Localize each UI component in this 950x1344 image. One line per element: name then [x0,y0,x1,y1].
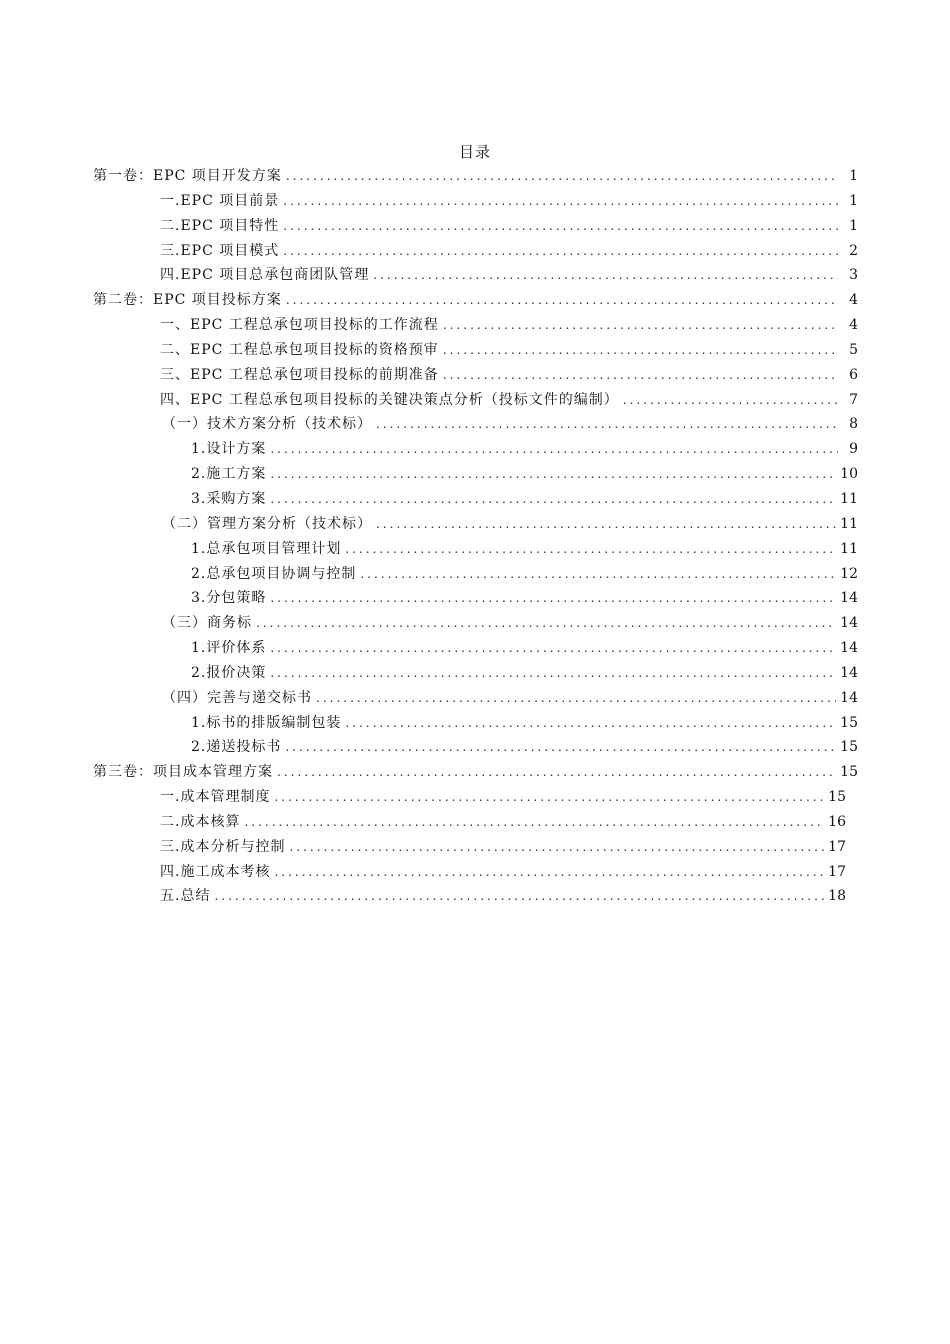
toc-entry-page-number: 12 [840,565,858,582]
toc-dot-leader [283,239,838,264]
toc-entry-label: 一.成本管理制度 [160,789,271,806]
toc-entry[interactable] [0,537,950,562]
toc-entry-label: 1.设计方案 [191,441,267,458]
toc-entry-page-number: 11 [840,540,858,557]
toc-dot-leader [373,263,838,288]
toc-dot-leader [443,338,838,363]
toc-entry-label: （三）商务标 [162,615,252,632]
toc-entry[interactable] [0,711,950,736]
toc-entry-page-number: 4 [849,292,858,309]
toc-dot-leader [270,487,836,512]
toc-entry[interactable] [0,462,950,487]
toc-dot-leader [376,512,836,537]
toc-entry[interactable] [0,686,950,711]
toc-entry-label: 3.分包策略 [191,590,267,607]
toc-entry-page-number: 1 [849,217,858,234]
toc-dot-leader [286,288,838,313]
toc-title: 目录 [458,143,491,161]
toc-dot-leader [376,412,838,437]
toc-entry-label: 一、EPC 工程总承包项目投标的工作流程 [160,317,439,334]
toc-entry-page-number: 3 [849,267,858,284]
toc-entry-page-number: 8 [849,416,858,433]
toc-entry-label: 四、EPC 工程总承包项目投标的关键决策点分析（投标文件的编制） [160,391,619,408]
toc-entry[interactable] [0,760,950,785]
toc-entry-label: 四.EPC 项目总承包商团队管理 [160,267,370,284]
toc-entry-page-number: 4 [849,317,858,334]
toc-entry[interactable] [0,437,950,462]
toc-entry-page-number: 14 [840,590,858,607]
toc-entry-label: 三、EPC 工程总承包项目投标的前期准备 [160,366,439,383]
toc-entry[interactable] [0,263,950,288]
toc-dot-leader [270,586,836,611]
toc-entry-label: 第三卷：项目成本管理方案 [93,764,273,781]
toc-entry[interactable] [0,810,950,835]
toc-entry-page-number: 14 [840,664,858,681]
toc-entry-page-number: 16 [828,813,846,830]
toc-entry[interactable] [0,164,950,189]
toc-dot-leader [274,785,824,810]
toc-entry-label: 1.评价体系 [191,640,267,657]
toc-entry-label: 二.EPC 项目特性 [160,217,280,234]
toc-entry-label: 四.施工成本考核 [160,863,271,880]
toc-dot-leader [256,611,836,636]
toc-entry[interactable] [0,586,950,611]
toc-entry[interactable] [0,860,950,885]
toc-entry-label: 2.总承包项目协调与控制 [191,565,357,582]
toc-entry[interactable] [0,884,950,909]
toc-dot-leader [277,760,836,785]
toc-entry-label: （一）技术方案分析（技术标） [162,416,372,433]
toc-entry-page-number: 15 [828,789,846,806]
toc-entry-page-number: 18 [828,888,846,905]
toc-entry-label: 第一卷：EPC 项目开发方案 [93,168,282,184]
toc-dot-leader [244,810,824,835]
toc-dot-leader [270,661,836,686]
toc-entry-page-number: 2 [849,242,858,259]
toc-dot-leader [443,363,838,388]
toc-entry-label: 1.标书的排版编制包装 [191,714,342,731]
toc-dot-leader [214,884,824,909]
toc-entry-label: 1.总承包项目管理计划 [191,540,342,557]
toc-entry-page-number: 17 [828,863,846,880]
toc-dot-leader [316,686,836,711]
toc-entry-label: 一.EPC 项目前景 [160,192,280,209]
toc-entry-page-number: 5 [849,341,858,358]
toc-entry-page-number: 15 [840,739,858,756]
toc-entry-label: 3.采购方案 [191,490,267,507]
toc-dot-leader [286,164,838,189]
toc-dot-leader [345,537,836,562]
toc-entry[interactable] [0,735,950,760]
toc-entry[interactable] [0,661,950,686]
toc-dot-leader [270,636,836,661]
toc-entry-page-number: 11 [840,490,858,507]
toc-dot-leader [270,462,836,487]
toc-entry-label: 2.递送投标书 [191,739,282,756]
toc-entry[interactable] [0,214,950,239]
toc-entry-label: 五.总结 [160,888,211,905]
toc-dot-leader [289,835,824,860]
toc-entry[interactable] [0,288,950,313]
toc-entry-page-number: 6 [849,366,858,383]
toc-entry[interactable] [0,562,950,587]
toc-entry[interactable] [0,785,950,810]
toc-entry-label: （四）完善与递交标书 [162,689,312,706]
toc-entry-label: 第二卷：EPC 项目投标方案 [93,292,282,309]
toc-entry[interactable] [0,611,950,636]
toc-dot-leader [623,388,838,413]
toc-entry[interactable] [0,189,950,214]
toc-entry-label: 二.成本核算 [160,813,241,830]
toc-entry-page-number: 14 [840,689,858,706]
toc-entry-page-number: 1 [849,168,858,184]
toc-entry[interactable] [0,239,950,264]
toc-entry[interactable] [0,512,950,537]
toc-entry[interactable] [0,388,950,413]
toc-dot-leader [443,313,838,338]
toc-dot-leader [285,735,836,760]
toc-entry-label: 2.施工方案 [191,466,267,483]
toc-entry-page-number: 7 [849,391,858,408]
toc-entry-label: 2.报价决策 [191,664,267,681]
toc-entry[interactable] [0,487,950,512]
toc-dot-leader [360,562,836,587]
toc-entry-page-number: 11 [840,515,858,532]
toc-entry[interactable] [0,313,950,338]
toc-dot-leader [274,860,824,885]
toc-entry-page-number: 14 [840,640,858,657]
toc-entry-page-number: 10 [840,466,858,483]
toc-dot-leader [345,711,836,736]
toc-dot-leader [270,437,838,462]
toc-entry-page-number: 15 [840,714,858,731]
toc-entry-label: （二）管理方案分析（技术标） [162,515,372,532]
toc-entry-label: 三.成本分析与控制 [160,838,286,855]
toc-entry[interactable] [0,636,950,661]
table-of-contents [0,164,950,909]
toc-entry[interactable] [0,363,950,388]
toc-entry-label: 三.EPC 项目模式 [160,242,280,259]
toc-entry[interactable] [0,338,950,363]
toc-entry[interactable] [0,835,950,860]
toc-dot-leader [283,214,838,239]
toc-entry-page-number: 9 [849,441,858,458]
toc-dot-leader [283,189,838,214]
toc-entry-page-number: 15 [840,764,858,781]
toc-entry-page-number: 14 [840,615,858,632]
toc-entry-page-number: 17 [828,838,846,855]
toc-entry[interactable] [0,412,950,437]
toc-entry-page-number: 1 [849,192,858,209]
toc-entry-label: 二、EPC 工程总承包项目投标的资格预审 [160,341,439,358]
